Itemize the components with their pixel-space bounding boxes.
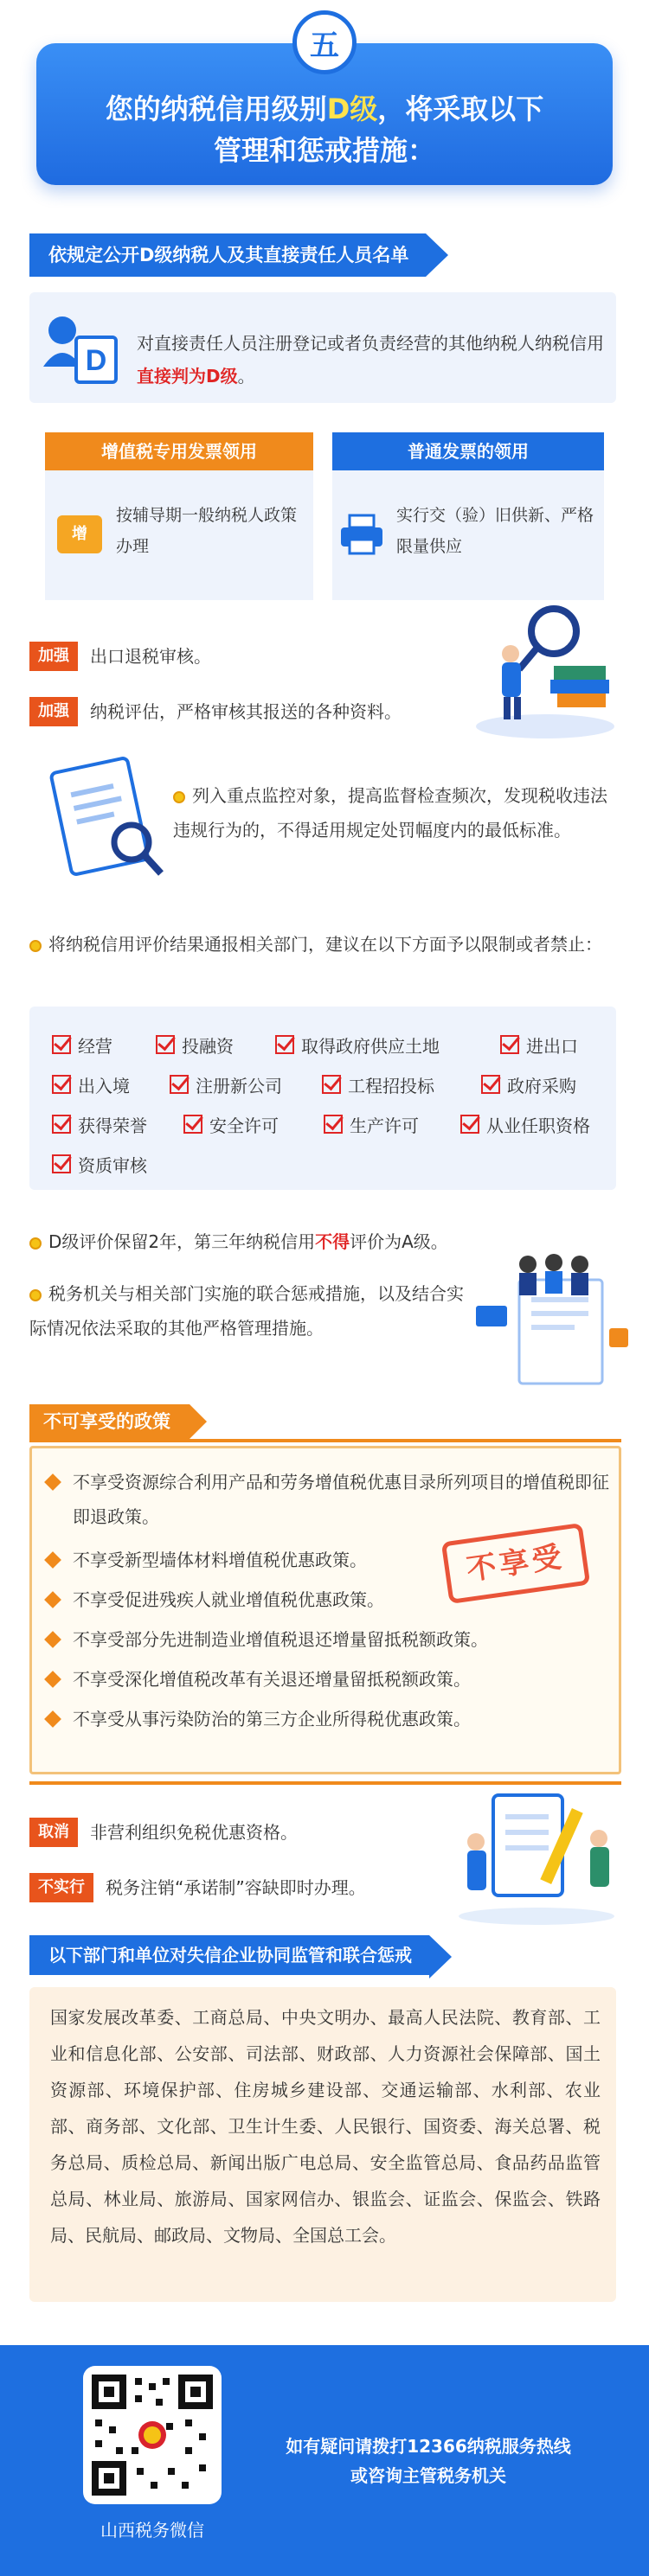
checkmark-icon [324, 1115, 343, 1134]
publish-text [137, 327, 611, 393]
footer-line-2: 或咨询主管税务机关 [350, 2465, 506, 2486]
joint-paragraph [29, 1276, 471, 1346]
wechat-qr-code[interactable] [83, 2366, 222, 2504]
departments-text: 国家发展改革委、工商总局、中央文明办、最高人民法院、教育部、工业和信息化部、公安部、司法部、财政部、人力资源社会保障部、国土资源部、环境保护部、住房城乡建设部、交通运输部、水利部、农业部、商务部、文化部、卫生计生委、人民银行、国资委、海关总署、税务总局、质检总局、新闻出版广电总局、安全监管总局、食品药品监管总局、林业局、旅游局、国家网信办、银监会、证监会、保监会、铁路局、民航局、邮政局、文物局、全国总工会。 [50, 2007, 601, 2246]
footer-contact [260, 2432, 597, 2490]
no-policy-item: 不享受新型墙体材料增值税优惠政策。 [47, 1543, 436, 1577]
diamond-bullet-icon [44, 1551, 61, 1569]
qr-label: 山西税务微信 [100, 2520, 204, 2541]
publish-text-highlight: 直接判为D级 [137, 366, 238, 387]
restriction-item: 工程招投标 [322, 1069, 434, 1100]
cancel-tag-2: 不实行 [29, 1873, 93, 1902]
no-policy-item: 不享受促进残疾人就业增值税优惠政策。 [47, 1582, 453, 1617]
checkmark-icon [481, 1075, 500, 1094]
restriction-item: 安全许可 [183, 1109, 279, 1140]
notify-paragraph [29, 927, 621, 962]
bullet-dot-icon [29, 1237, 42, 1250]
checkmark-icon [322, 1075, 341, 1094]
restriction-item: 政府采购 [481, 1069, 576, 1100]
publish-section-title: 依规定公开D级纳税人及其直接责任人员名单 [29, 233, 426, 277]
checkmark-icon [183, 1115, 202, 1134]
team-meeting-illustration [467, 1245, 632, 1392]
diamond-bullet-icon [44, 1671, 61, 1688]
bullet-dot-icon [173, 791, 185, 803]
strengthen-tag-2: 加强 [29, 697, 78, 726]
checkmark-icon [52, 1035, 71, 1054]
strengthen-text-1: 出口退税审核。 [90, 646, 211, 667]
checkmark-icon [460, 1115, 479, 1134]
no-policy-rule [29, 1439, 621, 1442]
checkmark-icon [52, 1075, 71, 1094]
document-review-illustration [35, 752, 173, 891]
header-line-2: 管理和惩戒措施： [213, 134, 435, 167]
restriction-item: 获得荣誉 [52, 1109, 147, 1140]
magnifier-inspection-illustration [467, 597, 623, 744]
checkmark-icon [500, 1035, 519, 1054]
no-policy-item: 不享受部分先进制造业增值税退还增量留抵税额政策。 [47, 1622, 609, 1657]
checkmark-icon [52, 1115, 71, 1134]
checkmark-icon [52, 1154, 71, 1173]
diamond-bullet-icon [44, 1710, 61, 1728]
retain-paragraph: D级评价保留2年，第三年纳税信用不得评价为A级。 [29, 1224, 462, 1259]
id-card-d-icon [36, 304, 123, 391]
bullet-dot-icon [29, 1289, 42, 1301]
header-line-1b: ，将采取以下 [377, 93, 544, 125]
notify-text: 将纳税信用评价结果通报相关部门，建议在以下方面予以限制或者禁止： [48, 934, 602, 955]
cancel-row-2 [29, 1873, 366, 1902]
restriction-item: 出入境 [52, 1069, 130, 1100]
vat-invoice-text: 按辅导期一般纳税人政策办理 [116, 506, 298, 556]
checkmark-icon [156, 1035, 175, 1054]
strengthen-text-2: 纳税评估，严格审核其报送的各种资料。 [90, 701, 402, 722]
publish-text-b: 。 [237, 366, 255, 387]
cancel-text-2: 税务注销“承诺制”容缺即时办理。 [106, 1877, 366, 1898]
no-policy-item: 不享受从事污染防治的第三方企业所得税优惠政策。 [47, 1702, 609, 1736]
cancel-text-1: 非营利组织免税优惠资格。 [90, 1822, 298, 1843]
normal-invoice-title: 普通发票的领用 [332, 432, 604, 470]
no-policy-title: 不可享受的政策 [29, 1404, 190, 1439]
vat-receipt-icon: 增 [57, 515, 102, 553]
header-line-1a: 您的纳税信用级别 [105, 93, 327, 125]
qr-code-icon [92, 2375, 213, 2496]
joint-text: 税务机关与相关部门实施的联合惩戒措施，以及结合实际情况依法采取的其他严格管理措施。 [29, 1283, 464, 1339]
printer-icon [337, 510, 386, 559]
checkmark-icon [275, 1035, 294, 1054]
checklist-pencil-illustration [450, 1781, 623, 1928]
diamond-bullet-icon [44, 1473, 61, 1491]
no-policy-item: 不享受深化增值税改革有关退还增量留抵税额政策。 [47, 1662, 609, 1697]
vat-invoice-title: 增值税专用发票领用 [45, 432, 313, 470]
diamond-bullet-icon [44, 1631, 61, 1648]
header-line-1 [36, 88, 613, 130]
strengthen-row-2 [29, 697, 402, 726]
monitor-text: 列入重点监控对象，提高监督检查频次，发现税收违法违规行为的，不得适用规定处罚幅度内的最低标准。 [173, 785, 607, 841]
monitor-paragraph [173, 778, 616, 847]
restriction-item: 注册新公司 [170, 1069, 282, 1100]
restriction-item: 投融资 [156, 1029, 234, 1060]
not-enjoy-stamp: 不享受 [441, 1523, 590, 1604]
restriction-item: 资质审核 [52, 1148, 147, 1179]
cancel-tag-1: 取消 [29, 1818, 78, 1847]
section-number-badge: 五 [292, 10, 357, 74]
bullet-dot-icon [29, 940, 42, 952]
restriction-item: 经营 [52, 1029, 112, 1060]
strengthen-tag-1: 加强 [29, 642, 78, 671]
publish-text-a: 对直接责任人员注册登记或者负责经营的其他纳税人纳税信用 [137, 333, 604, 354]
checkmark-icon [170, 1075, 189, 1094]
diamond-bullet-icon [44, 1591, 61, 1608]
no-policy-item: 不享受资源综合利用产品和劳务增值税优惠目录所列项目的增值税即征即退政策。 [47, 1465, 609, 1534]
cancel-row-1 [29, 1818, 298, 1847]
restriction-item: 取得政府供应土地 [275, 1029, 440, 1060]
departments-title: 以下部门和单位对失信企业协同监管和联合惩戒 [29, 1935, 429, 1975]
restriction-item: 生产许可 [324, 1109, 419, 1140]
header-highlight: D级 [326, 93, 378, 125]
strengthen-row-1 [29, 642, 211, 671]
restriction-item: 进出口 [500, 1029, 578, 1060]
restriction-item: 从业任职资格 [460, 1109, 590, 1140]
id-card-letter: D [85, 344, 107, 377]
footer-line-1: 如有疑问请拨打12366纳税服务热线 [286, 2436, 571, 2457]
normal-invoice-text: 实行交（验）旧供新、严格限量供应 [396, 506, 594, 556]
